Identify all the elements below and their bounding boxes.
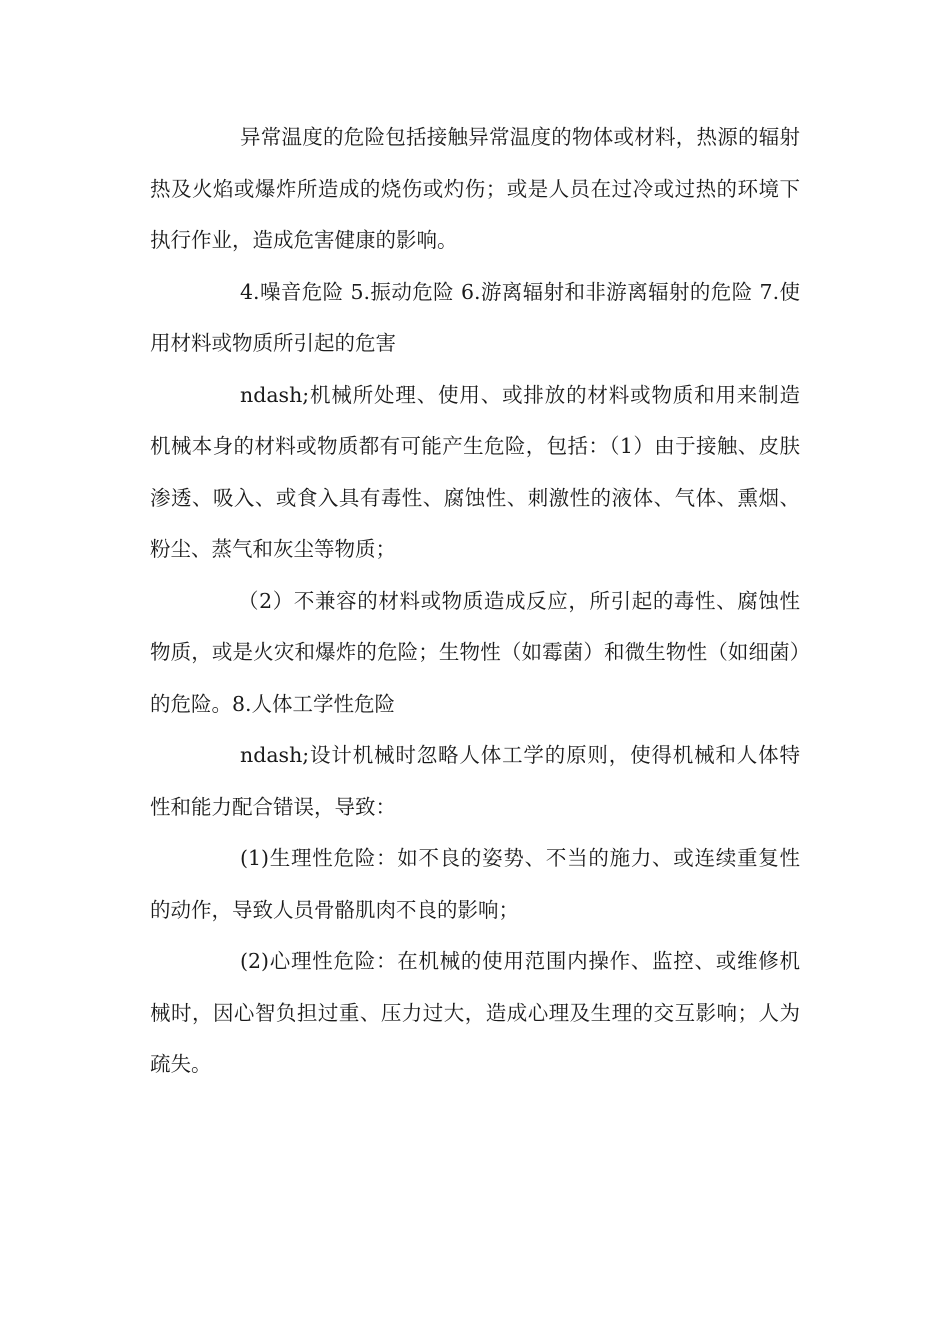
paragraph-hazard-list: 4.噪音危险 5.振动危险 6.游离辐射和非游离辐射的危险 7.使用材料或物质所引起的危害 <box>150 279 800 355</box>
paragraph-physiological-hazard: (1)生理性危险：如不良的姿势、不当的施力、或连续重复性的动作，导致人员骨骼肌肉不良的影响； <box>150 846 800 922</box>
document-body <box>150 112 800 1091</box>
paragraph-incompatible-materials: （2）不兼容的材料或物质造成反应，所引起的毒性、腐蚀性物质，或是火灾和爆炸的危险；生物性（如霉菌）和微生物性（如细菌）的危险。8.人体工学性危险 <box>150 588 800 716</box>
paragraph-abnormal-temperature: 异常温度的危险包括接触异常温度的物体或材料，热源的辐射热及火焰或爆炸所造成的烧伤或灼伤；或是人员在过冷或过热的环境下执行作业，造成危害健康的影响。 <box>150 125 800 252</box>
paragraph-material-hazards: ndash;机械所处理、使用、或排放的材料或物质和用来制造机械本身的材料或物质都有可能产生危险，包括：（1）由于接触、皮肤渗透、吸入、或食入具有毒性、腐蚀性、刺激性的液体、气体、熏烟、粉尘、蒸气和灰尘等物质； <box>150 382 800 561</box>
paragraph-ergonomics: ndash;设计机械时忽略人体工学的原则，使得机械和人体特性和能力配合错误，导致： <box>150 743 800 819</box>
paragraph-psychological-hazard: (2)心理性危险：在机械的使用范围内操作、监控、或维修机械时，因心智负担过重、压力过大，造成心理及生理的交互影响；人为疏失。 <box>150 949 800 1076</box>
